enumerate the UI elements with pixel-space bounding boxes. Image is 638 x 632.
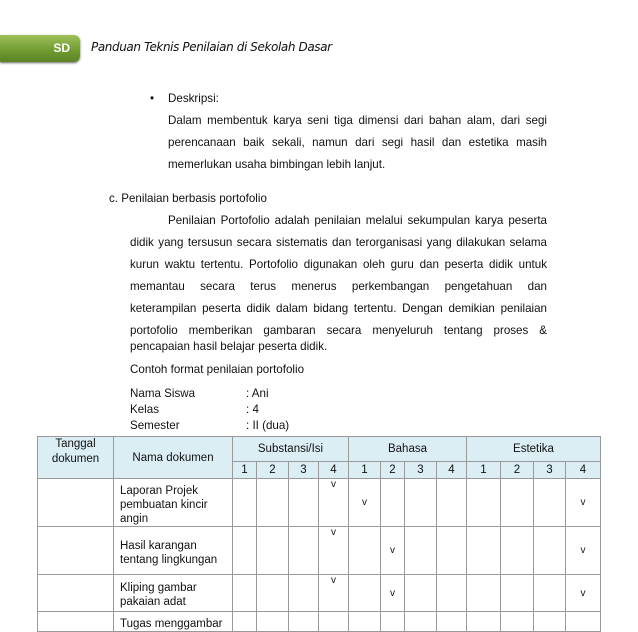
cell-tanggal — [38, 479, 114, 527]
cell-score — [437, 479, 467, 527]
cell-score — [289, 612, 319, 632]
cell-score — [233, 479, 257, 527]
header-score: 2 — [381, 462, 405, 479]
cell-score: v — [319, 527, 349, 575]
cell-score — [467, 575, 501, 612]
cell-score: v — [566, 575, 601, 612]
cell-score — [349, 575, 381, 612]
cell-tanggal — [38, 575, 114, 612]
cell-score — [289, 527, 319, 575]
para-line: pencapaian hasil belajar peserta didik. — [130, 340, 328, 353]
table-row — [38, 479, 601, 527]
desc-label: Deskripsi: — [168, 92, 219, 105]
cell-score — [405, 612, 437, 632]
cell-score — [233, 612, 257, 632]
para-line: kurun waktu tertentu. Portofolio digunakan oleh guru dan peserta didik untuk — [130, 258, 547, 271]
cell-score — [437, 575, 467, 612]
info-value: : Ani — [246, 387, 269, 400]
table-row — [38, 527, 601, 575]
cell-score — [257, 612, 289, 632]
cell-score — [467, 527, 501, 575]
header-score: 4 — [437, 462, 467, 479]
header-group: Estetika — [467, 437, 601, 462]
info-value: : 4 — [246, 403, 259, 416]
para-line: portofolio memberikan gambaran secara menyeluruh tentang proses & — [130, 324, 547, 337]
bullet: • — [150, 92, 155, 105]
cell-score — [501, 575, 534, 612]
example-caption: Contoh format penilaian portofolio — [130, 363, 305, 376]
header-score: 3 — [289, 462, 319, 479]
cell-score — [437, 612, 467, 632]
header-score: 1 — [233, 462, 257, 479]
header-score: 1 — [467, 462, 501, 479]
cell-score — [405, 527, 437, 575]
section-heading: c. Penilaian berbasis portofolio — [109, 192, 267, 205]
cell-score — [405, 479, 437, 527]
cell-score — [257, 479, 289, 527]
desc-line: perencanaan baik sekali, namun dari segi hasil dan estetika masih — [168, 136, 547, 149]
info-label: Kelas — [130, 403, 160, 416]
header-score: 2 — [257, 462, 289, 479]
info-value: : II (dua) — [246, 419, 290, 432]
cell-score — [405, 575, 437, 612]
header-group: Substansi/Isi — [233, 437, 349, 462]
cell-score — [257, 527, 289, 575]
cell-score — [319, 612, 349, 632]
cell-score — [534, 575, 566, 612]
cell-score — [349, 527, 381, 575]
cell-score — [501, 479, 534, 527]
cell-score — [534, 612, 566, 632]
header-score: 1 — [349, 462, 381, 479]
cell-nama: Hasil karangan tentang lingkungan — [114, 527, 233, 575]
header-score: 4 — [566, 462, 601, 479]
cell-score: v — [566, 527, 601, 575]
para-line: Penilaian Portofolio adalah penilaian melalui sekumpulan karya peserta — [168, 214, 547, 227]
cell-score — [381, 479, 405, 527]
header-tanggal: Tanggal dokumen — [38, 437, 114, 479]
header-score: 4 — [319, 462, 349, 479]
cell-score: v — [566, 479, 601, 527]
header-nama: Nama dokumen — [114, 437, 233, 479]
cell-score — [501, 527, 534, 575]
header-group: Bahasa — [349, 437, 467, 462]
cell-score — [349, 612, 381, 632]
cell-score — [257, 575, 289, 612]
header-score: 3 — [534, 462, 566, 479]
cell-nama: Kliping gambar pakaian adat — [114, 575, 233, 612]
cell-score — [289, 479, 319, 527]
cell-score — [467, 612, 501, 632]
cell-score — [467, 479, 501, 527]
para-line: keterampilan peserta didik dalam bidang tertentu. Dengan demikian penilaian — [130, 302, 547, 315]
para-line: didik yang tersusun secara sistematis dan terorganisasi yang dilakukan selama — [130, 236, 547, 249]
cell-score: v — [349, 479, 381, 527]
cell-score — [381, 612, 405, 632]
cell-score — [534, 527, 566, 575]
header-score: 2 — [501, 462, 534, 479]
cell-score — [501, 612, 534, 632]
table-row — [38, 612, 601, 632]
portfolio-table — [37, 436, 601, 632]
cell-score — [437, 527, 467, 575]
para-line: memantau secara terus menerus perkembangan pengetahuan dan — [130, 280, 547, 293]
cell-nama: Tugas menggambar — [114, 612, 233, 632]
cell-score — [233, 575, 257, 612]
desc-line: Dalam membentuk karya seni tiga dimensi dari bahan alam, dari segi — [168, 114, 547, 127]
cell-score — [534, 479, 566, 527]
sd-badge: SD — [0, 35, 80, 62]
header-score: 3 — [405, 462, 437, 479]
cell-nama: Laporan Projek pembuatan kincir angin — [114, 479, 233, 527]
cell-score: v — [319, 575, 349, 612]
running-header: Panduan Teknis Penilaian di Sekolah Dasar — [91, 40, 332, 54]
cell-score: v — [381, 527, 405, 575]
info-label: Semester — [130, 419, 180, 432]
info-label: Nama Siswa — [130, 387, 196, 400]
table-row — [38, 575, 601, 612]
cell-score: v — [381, 575, 405, 612]
cell-score — [566, 612, 601, 632]
cell-score — [233, 527, 257, 575]
cell-tanggal — [38, 612, 114, 632]
desc-line: memerlukan usaha bimbingan lebih lanjut. — [168, 158, 386, 171]
cell-tanggal — [38, 527, 114, 575]
cell-score — [289, 575, 319, 612]
cell-score: v — [319, 479, 349, 527]
